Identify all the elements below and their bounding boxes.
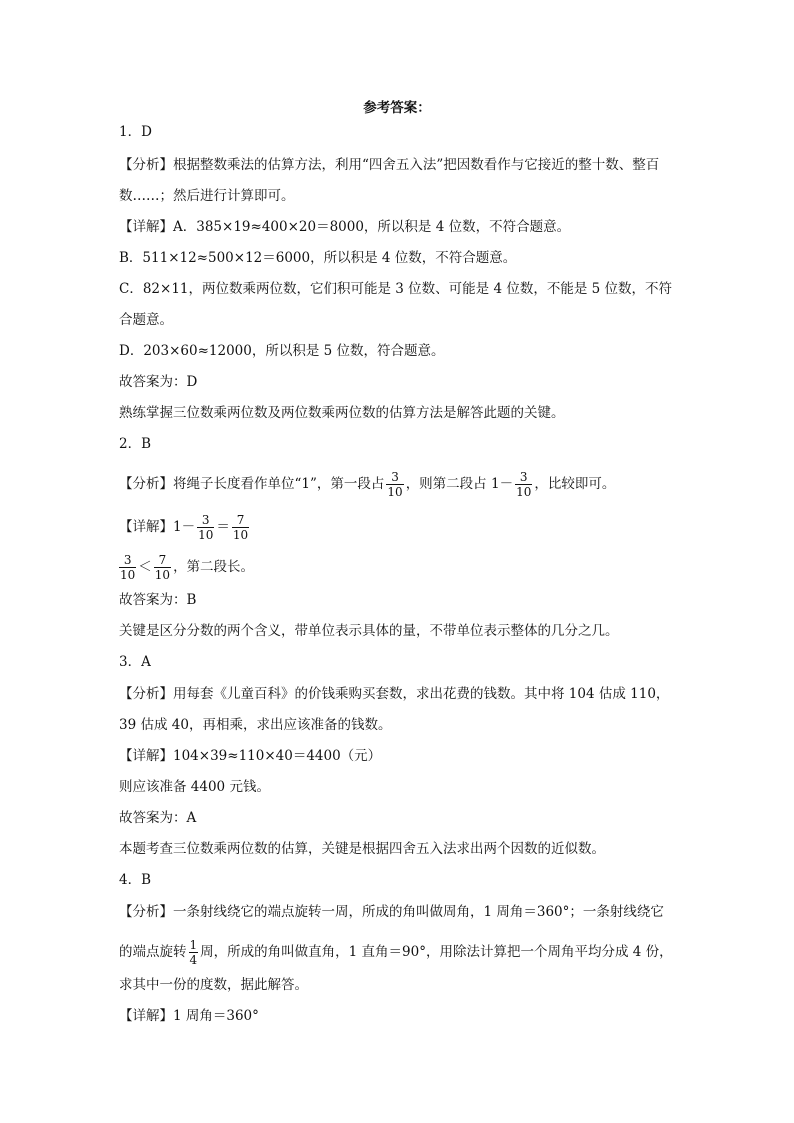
fraction-numerator: 7 xyxy=(154,553,171,568)
q3-answer: 故答案为：A xyxy=(119,810,197,826)
q4-detail: 【详解】1 周角＝360° xyxy=(119,1008,259,1024)
q1-key-point: 熟练掌握三位数乘两位数及两位数乘两位数的估算方法是解答此题的关键。 xyxy=(119,405,565,421)
q3-detail: 【详解】104×39≈110×40＝4400（元） xyxy=(119,748,382,764)
fraction-three-tenths xyxy=(119,553,136,582)
q3-analysis-line-2: 39 估成 40，再相乘，求出应该准备的钱数。 xyxy=(119,717,392,733)
q2-compare-post: ，第二段长。 xyxy=(173,559,255,575)
fraction-one-quarter xyxy=(189,938,199,967)
q1-answer: 故答案为：D xyxy=(119,374,198,390)
equals-sign: ＝ xyxy=(216,519,230,535)
fraction-numerator: 3 xyxy=(515,470,532,485)
q2-key-point: 关键是区分分数的两个含义，带单位表示具体的量，不带单位表示整体的几分之几。 xyxy=(119,623,619,639)
fraction-numerator: 3 xyxy=(386,470,403,485)
fraction-seven-tenths xyxy=(154,553,171,582)
page-title: 参考答案： xyxy=(363,100,431,116)
q1-analysis-line-2: 数……；然后进行计算即可。 xyxy=(119,188,295,204)
q4-analysis-line-1: 【分析】一条射线绕它的端点旋转一周，所成的角叫做周角，1 周角＝360°；一条射线绕它 xyxy=(119,904,664,920)
q3-analysis-line-1: 【分析】用每套《儿童百科》的价钱乘购买套数，求出花费的钱数。其中将 104 估成 110， xyxy=(119,686,670,702)
q1-number: 1．D xyxy=(119,124,152,140)
q2-analysis-pre: 【分析】将绳子长度看作单位“1”，第一段占 xyxy=(119,476,385,492)
fraction-numerator: 3 xyxy=(119,553,136,568)
q4-analysis-line-2 xyxy=(119,938,673,967)
q4-analysis-line-3: 求其中一份的度数，据此解答。 xyxy=(119,977,308,993)
fraction-denominator: 10 xyxy=(232,528,249,542)
q1-detail-c-line-1: C．82×11，两位数乘两位数，它们积可能是 3 位数、可能是 4 位数，不能是 5 位数，不符 xyxy=(119,281,673,297)
fraction-three-tenths xyxy=(197,513,214,542)
fraction-numerator: 3 xyxy=(197,513,214,528)
q2-analysis-post: ，比较即可。 xyxy=(534,476,616,492)
q1-analysis-line-1: 【分析】根据整数乘法的估算方法，利用“四舍五入法”把因数看作与它接近的整十数、整百 xyxy=(119,157,660,173)
q4-analysis-2-post: 周，所成的角叫做直角，1 直角＝90°，用除法计算把一个周角平均分成 4 份， xyxy=(200,944,673,960)
q3-number: 3．A xyxy=(119,654,151,670)
q2-analysis-mid: ，则第二段占 1－ xyxy=(405,476,514,492)
fraction-denominator: 10 xyxy=(198,528,214,542)
less-than-sign: ＜ xyxy=(138,559,152,575)
q3-key-point: 本题考查三位数乘两位数的估算，关键是根据四舍五入法求出两个因数的近似数。 xyxy=(119,841,605,857)
fraction-denominator: 10 xyxy=(154,568,171,582)
q2-detail-pre: 【详解】1－ xyxy=(119,519,196,535)
fraction-three-tenths xyxy=(515,470,532,499)
q2-number: 2．B xyxy=(119,436,152,452)
fraction-denominator: 10 xyxy=(120,568,136,582)
q1-detail-c-line-2: 合题意。 xyxy=(119,312,173,328)
q1-detail-d: D．203×60≈12000，所以积是 5 位数，符合题意。 xyxy=(119,343,445,359)
fraction-seven-tenths xyxy=(232,513,249,542)
q1-detail-a: 【详解】A．385×19≈400×20＝8000，所以积是 4 位数，不符合题意。 xyxy=(119,219,571,235)
fraction-three-tenths xyxy=(386,470,403,499)
fraction-denominator: 10 xyxy=(516,485,532,499)
q2-compare xyxy=(119,553,254,582)
q4-number: 4．B xyxy=(119,872,152,888)
fraction-denominator: 4 xyxy=(189,953,198,967)
q2-answer: 故答案为：B xyxy=(119,592,197,608)
q2-detail xyxy=(119,513,251,542)
q4-analysis-2-pre: 的端点旋转 xyxy=(119,944,187,960)
fraction-numerator: 1 xyxy=(189,938,198,952)
fraction-numerator: 7 xyxy=(232,513,249,528)
q3-detail-2: 则应该准备 4400 元钱。 xyxy=(119,779,270,795)
fraction-denominator: 10 xyxy=(387,485,403,499)
q1-detail-b: B．511×12≈500×12＝6000，所以积是 4 位数，不符合题意。 xyxy=(119,250,517,266)
q2-analysis xyxy=(119,470,615,499)
